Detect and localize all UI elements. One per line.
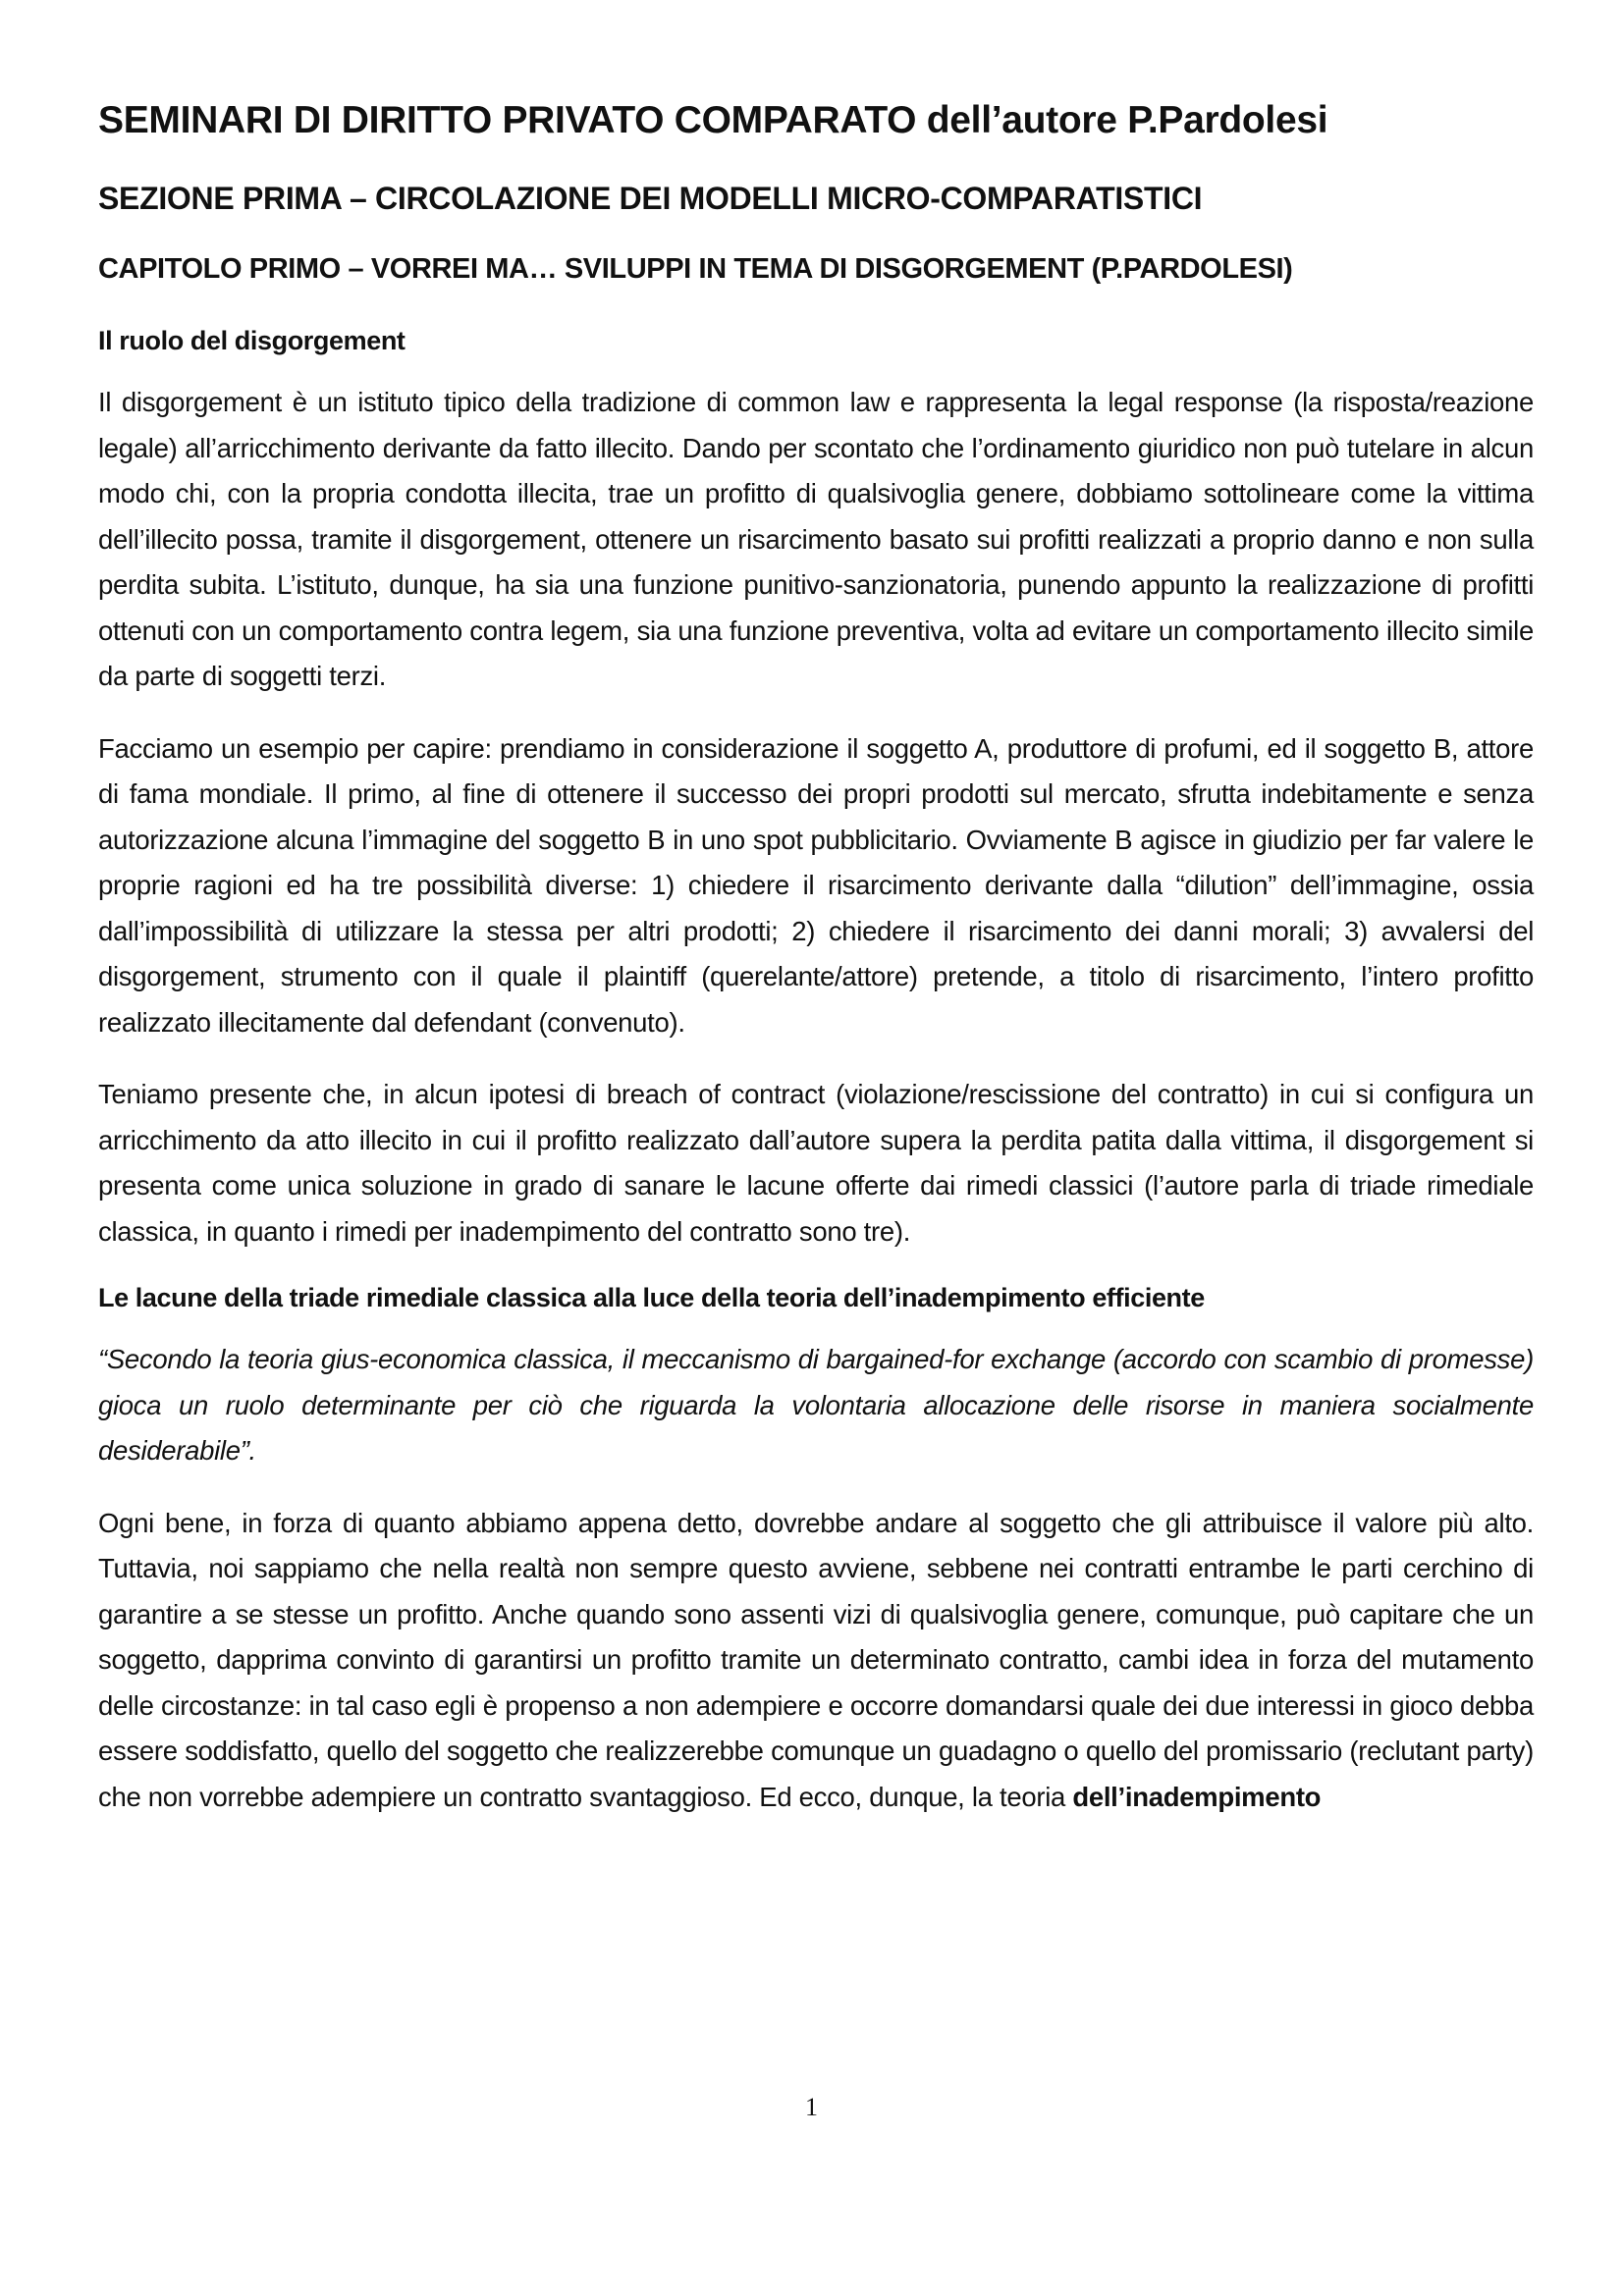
section-title: SEZIONE PRIMA – CIRCOLAZIONE DEI MODELLI MICRO-COMPARATISTICI	[98, 180, 1203, 216]
paragraph-ogni-bene-bold: dell’inadempimento	[1072, 1781, 1322, 1812]
page-number: 1	[805, 2093, 818, 2121]
document-page	[98, 98, 1534, 1846]
chapter-title: CAPITOLO PRIMO – VORREI MA… SVILUPPI IN TEMA DI DISGORGEMENT (P.PARDOLESI)	[98, 253, 1293, 286]
paragraph-ogni-bene-text: Ogni bene, in forza di quanto abbiamo appena detto, dovrebbe andare al soggetto che gli attribuisce il valore più alto. Tuttavia, noi sappiamo che nella realtà non sempre questo avviene, sebbene nei contratti entrambe le parti cerchino di garantire a se stesse un profitto. Anche quando sono assenti vizi di qualsivoglia genere, comunque, può capitare che un soggetto, dapprima convinto di garantirsi un profitto tramite un determinato contratto, cambi idea in forza del mutamento delle circostanze: in tal caso egli è propenso a non adempiere e occorre domandarsi quale dei due interessi in gioco debba essere soddisfatto, quello del soggetto che realizzerebbe comunque un guadagno o quello del promissario (reclutant party) che non vorrebbe adempiere un contratto svantaggioso. Ed ecco, dunque, la teoria	[98, 1507, 1534, 1812]
paragraph-definizione: Il disgorgement è un istituto tipico della tradizione di common law e rappresenta la legal response (la risposta/reazione legale) all’arricchimento derivante da fatto illecito. Dando per scontato che l’ordinamento giuridico non può tutelare in alcun modo chi, con la propria condotta illecita, trae un profitto di qualsivoglia genere, dobbiamo sottolineare come la vittima dell’illecito possa, tramite il disgorgement, ottenere un risarcimento basato sui profitti realizzati a proprio danno e non sulla perdita subita. L’istituto, dunque, ha sia una funzione punitivo-sanzionatoria, punendo appunto la realizzazione di profitti ottenuti con un comportamento contra legem, sia una funzione preventiva, volta ad evitare un comportamento illecito simile da parte di soggetti terzi.	[98, 387, 1534, 692]
paragraph-esempio: Facciamo un esempio per capire: prendiamo in considerazione il soggetto A, produttore di profumi, ed il soggetto B, attore di fama mondiale. Il primo, al fine di ottenere il successo dei propri prodotti sul mercato, sfrutta indebitamente e senza autorizzazione alcuna l’immagine del soggetto B in uno spot pubblicitario. Ovviamente B agisce in giudizio per far valere le proprie ragioni ed ha tre possibilità diverse: 1) chiedere il risarcimento derivante dalla “dilution” dell’immagine, ossia dall’impossibilità di utilizzare la stessa per altri prodotti; 2) chiedere il risarcimento dei danni morali; 3) avvalersi del disgorgement, strumento con il quale il plaintiff (querelante/attore) pretende, a titolo di risarcimento, l’intero profitto realizzato illecitamente dal defendant (convenuto).	[98, 732, 1534, 1038]
heading-lacune-triade: Le lacune della triade rimediale classica alla luce della teoria dell’inadempimento efficiente	[98, 1283, 1205, 1313]
document-title: SEMINARI DI DIRITTO PRIVATO COMPARATO dell’autore P.Pardolesi	[98, 99, 1328, 141]
paragraph-quote-teoria: “Secondo la teoria gius-economica classica, il meccanismo di bargained-for exchange (accordo con scambio di promesse) gioca un ruolo determinante per ciò che riguarda la volontaria allocazione delle risorse in maniera socialmente desiderabile”.	[98, 1344, 1534, 1467]
heading-ruolo-disgorgement: Il ruolo del disgorgement	[98, 325, 406, 355]
paragraph-breach-of-contract: Teniamo presente che, in alcun ipotesi di breach of contract (violazione/rescissione del contratto) in cui si configura un arricchimento da atto illecito in cui il profitto realizzato dall’autore supera la perdita patita dalla vittima, il disgorgement si presenta come unica soluzione in grado di sanare le lacune offerte dai rimedi classici (l’autore parla di triade rimediale classica, in quanto i rimedi per inadempimento del contratto sono tre).	[98, 1079, 1534, 1247]
paragraph-ogni-bene	[98, 1501, 1534, 1821]
